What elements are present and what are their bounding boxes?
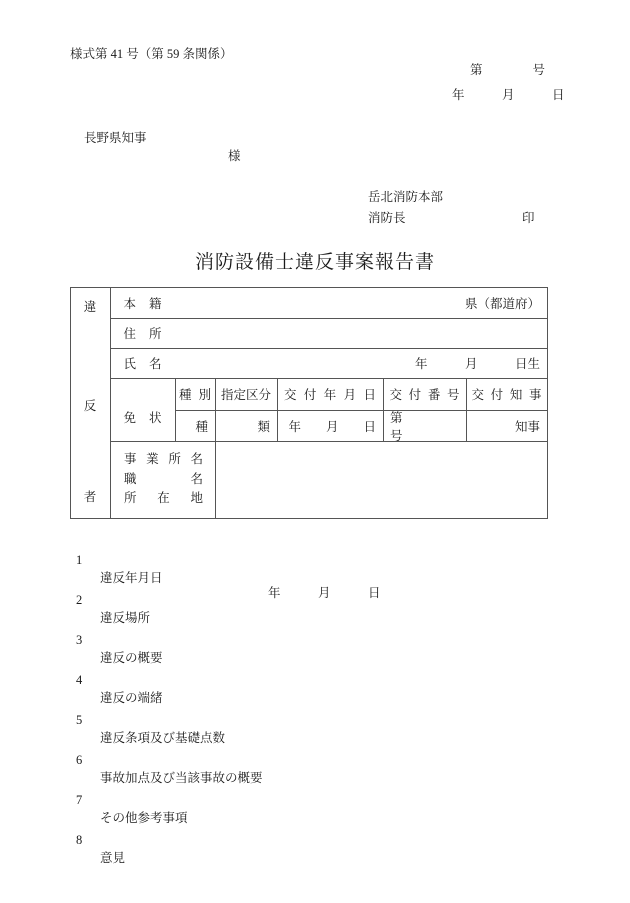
table-border-bottom (70, 518, 548, 519)
item-suffix: 年 月 日 (268, 586, 381, 600)
addressee-name: 長野県知事 (84, 131, 147, 145)
value-kofu-number[interactable]: 第 号 (390, 410, 453, 443)
label-kofu-date: 交付年月日 (284, 388, 376, 402)
item-label: その他参考事項 (100, 811, 188, 825)
label-shitei-kubun: 指定区分 (220, 388, 271, 402)
label-shubetsu: 種別 (179, 388, 211, 402)
sender-title: 消防長 (368, 211, 406, 225)
label-kofu-chiji: 交付知事 (471, 388, 542, 402)
violator-info-table (70, 287, 548, 518)
item-label: 違反場所 (100, 611, 151, 625)
value-shubetsu[interactable]: 種 (195, 419, 208, 434)
label-kofu-number: 交付番号 (389, 388, 460, 402)
label-jusho: 住所 (123, 327, 162, 341)
value-jigyosho-block[interactable] (215, 441, 547, 518)
value-jusho[interactable] (175, 318, 547, 348)
value-shimei[interactable]: 年 月 日生 (414, 357, 540, 371)
list-item (0, 818, 126, 878)
document-number: 第 号 (470, 63, 546, 77)
label-jigyosho: 事業所名 (124, 452, 203, 467)
vertical-char-3: 者 (83, 490, 97, 504)
item-number: 6 (76, 753, 83, 767)
label-shozaichi: 所在地 (124, 491, 203, 506)
label-honseki: 本籍 (123, 297, 162, 311)
label-shimei: 氏名 (123, 357, 162, 371)
sender-organization: 岳北消防本部 (368, 190, 444, 204)
item-number: 5 (76, 713, 83, 727)
value-honseki[interactable]: 県（都道府） (464, 297, 540, 311)
label-shokumei: 職名 (124, 471, 203, 486)
item-label: 違反の概要 (100, 651, 163, 665)
item-number: 4 (76, 673, 83, 687)
item-label: 意見 (100, 851, 126, 865)
vertical-char-1: 違 (83, 300, 97, 314)
item-number: 2 (76, 593, 83, 607)
document-date: 年 月 日 (452, 88, 565, 102)
violator-vertical-label (70, 287, 110, 518)
label-menjo: 免状 (123, 410, 162, 425)
value-kofu-date[interactable]: 年 月 日 (288, 419, 376, 434)
item-label: 事故加点及び当該事故の概要 (100, 771, 263, 785)
seal-mark: 印 (522, 211, 535, 225)
item-number: 8 (76, 833, 83, 847)
page-title: 消防設備士違反事案報告書 (194, 252, 435, 273)
addressee-honorific: 様 (228, 149, 241, 163)
item-number: 7 (76, 793, 83, 807)
item-label: 違反年月日 (100, 571, 163, 585)
value-shitei-kubun[interactable]: 類 (257, 419, 270, 434)
item-number: 1 (76, 553, 83, 567)
table-border-right (547, 287, 548, 518)
item-label: 違反の端緒 (100, 691, 163, 705)
vertical-char-2: 反 (83, 399, 97, 413)
form-number: 様式第 41 号（第 59 条関係） (70, 47, 233, 61)
label-jigyosho-block (110, 441, 215, 518)
item-label: 違反条項及び基礎点数 (100, 731, 226, 745)
value-kofu-chiji[interactable]: 知事 (514, 419, 540, 434)
item-number: 3 (76, 633, 83, 647)
